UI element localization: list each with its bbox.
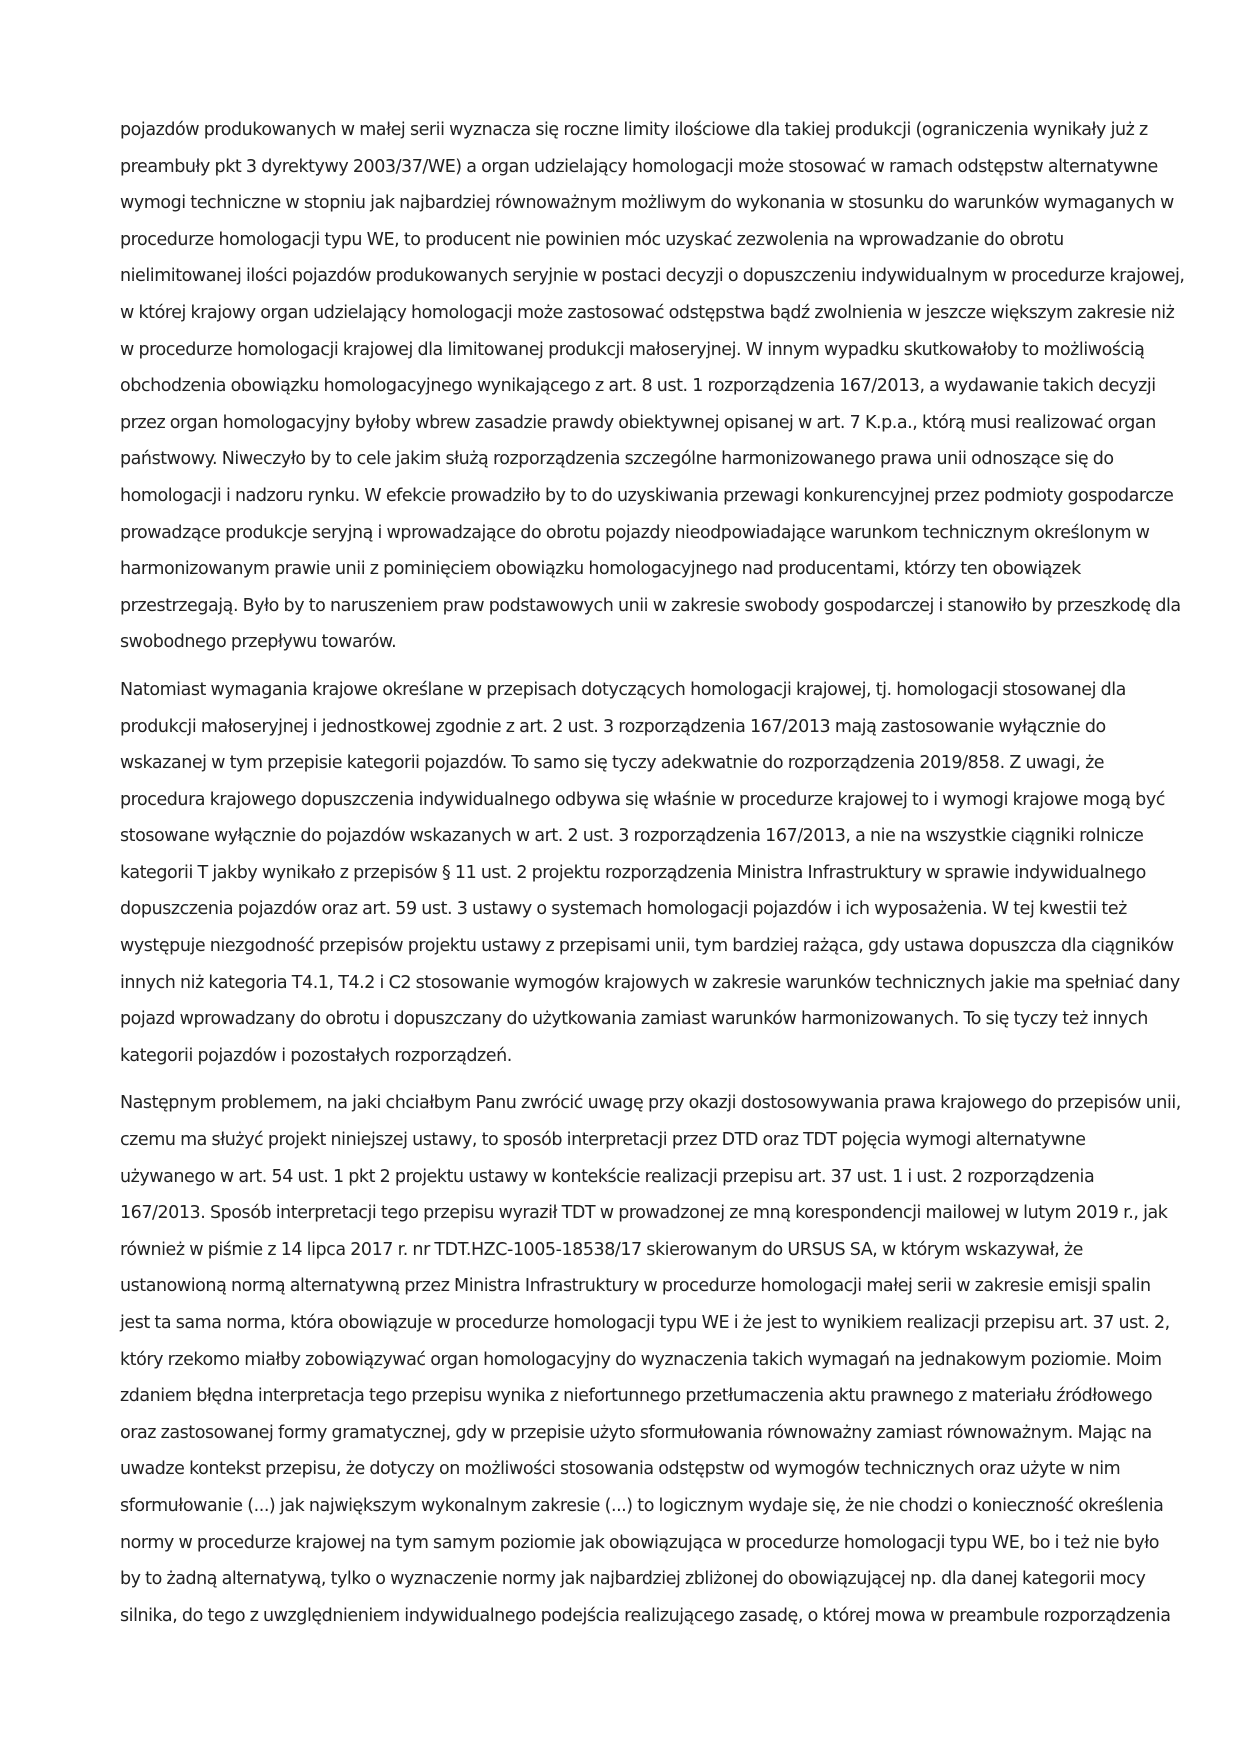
text-line: pojazdów produkowanych w małej serii wyznacza się roczne limity ilościowe dla takiej produkcji (ograniczenia wynikały już z [120, 120, 1148, 140]
text-line: 167/2013. Sposób interpretacji tego przepisu wyraził TDT w prowadzonej ze mną korespondencji mailowej w lutym 2019 r., jak [120, 1203, 1168, 1224]
text-line: używanego w art. 54 ust. 1 pkt 2 projektu ustawy w kontekście realizacji przepisu art. 37 ust. 1 i ust. 2 rozporządzenia [120, 1166, 1095, 1187]
text-line: kategorii T jakby wynikało z przepisów § 11 ust. 2 projektu rozporządzenia Ministra Infrastruktury w sprawie indywidualnego [120, 862, 1146, 883]
paragraph [120, 1085, 1181, 1634]
text-line: obchodzenia obowiązku homologacyjnego wynikającego z art. 8 ust. 1 rozporządzenia 167/2013, a wydawanie takich decyzji [120, 376, 1156, 397]
text-line: normy w procedurze krajowej na tym samym poziomie jak obowiązująca w procedurze homologacji typu WE, bo i też nie było [120, 1532, 1160, 1553]
text-line: przez organ homologacyjny byłoby wbrew zasadzie prawdy obiektywnej opisanej w art. 7 K.p.a., którą musi realizować organ [120, 412, 1156, 433]
text-line: wskazanej w tym przepisie kategorii pojazdów. To samo się tyczy adekwatnie do rozporządzenia 2019/858. Z uwagi, że [120, 753, 1105, 774]
text-line: uwadze kontekst przepisu, że dotyczy on możliwości stosowania odstępstw od wymogów technicznych oraz użyte w nim [120, 1459, 1121, 1480]
text-line: harmonizowanym prawie unii z pominięciem obowiązku homologacyjnego nad producentami, którzy ten obowiązek [120, 559, 1081, 580]
paragraph [120, 672, 1180, 1075]
text-line: przestrzegają. Było by to naruszeniem praw podstawowych unii w zakresie swobody gospodarczej i stanowiło by przeszkodę dla [120, 595, 1181, 616]
text-line: czemu ma służyć projekt niniejszej ustawy, to sposób interpretacji przez DTD oraz TDT pojęcia wymogi alternatywne [120, 1130, 1086, 1151]
text-line: państwowy. Niweczyło by to cele jakim służą rozporządzenia szczególne harmonizowanego prawa unii odnoszące się do [120, 449, 1114, 470]
text-line: sformułowanie (...) jak największym wykonalnym zakresie (...) to logicznym wydaje się, że nie chodzi o konieczność określenia [120, 1495, 1164, 1516]
text-line: który rzekomo miałby zobowiązywać organ homologacyjny do wyznaczenia takich wymagań na jednakowym poziomie. Moim [120, 1349, 1162, 1370]
text-line: procedura krajowego dopuszczenia indywidualnego odbywa się właśnie w procedurze krajowej to i wymogi krajowe mogą być [120, 789, 1165, 810]
text-line: Następnym problemem, na jaki chciałbym Panu zwrócić uwagę przy okazji dostosowywania prawa krajowego do przepisów unii, [120, 1093, 1181, 1114]
text-line: pojazd wprowadzany do obrotu i dopuszczany do użytkowania zamiast warunków harmonizowanych. To się tyczy też innych [120, 1009, 1148, 1030]
text-line: w której krajowy organ udzielający homologacji może zastosować odstępstwa bądź zwolnienia w jeszcze większym zakresie niż [120, 302, 1175, 323]
text-line: silnika, do tego z uwzględnieniem indywidualnego podejścia realizującego zasadę, o której mowa w preambule rozporządzenia [120, 1605, 1171, 1626]
document-page [120, 112, 1185, 1634]
paragraph [120, 112, 1185, 661]
text-line: preambuły pkt 3 dyrektywy 2003/37/WE) a organ udzielający homologacji może stosować w ramach odstępstw alternatywne [120, 156, 1158, 177]
text-line: kategorii pojazdów i pozostałych rozporządzeń. [120, 1045, 512, 1066]
text-line: swobodnego przepływu towarów. [120, 632, 397, 653]
text-line: innych niż kategoria T4.1, T4.2 i C2 stosowanie wymogów krajowych w zakresie warunków technicznych jakie ma spełniać dany [120, 972, 1180, 993]
text-line: prowadzące produkcje seryjną i wprowadzające do obrotu pojazdy nieodpowiadające warunkom technicznym określonym w [120, 522, 1150, 543]
text-line: by to żadną alternatywą, tylko o wyznaczenie normy jak najbardziej zbliżonej do obowiązującej np. dla danej kategorii mocy [120, 1569, 1146, 1590]
text-line: występuje niezgodność przepisów projektu ustawy z przepisami unii, tym bardziej rażąca, gdy ustawa dopuszcza dla ciągników [120, 936, 1174, 957]
text-line: zdaniem błędna interpretacja tego przepisu wynika z niefortunnego przetłumaczenia aktu prawnego z materiału źródłowego [120, 1386, 1153, 1407]
text-line: oraz zastosowanej formy gramatycznej, gdy w przepisie użyto sformułowania równoważny zamiast równoważnym. Mając na [120, 1422, 1152, 1443]
text-line: jest ta sama norma, która obowiązuje w procedurze homologacji typu WE i że jest to wynikiem realizacji przepisu art. 37 ust. 2, [120, 1313, 1170, 1333]
text-line: produkcji małoseryjnej i jednostkowej zgodnie z art. 2 ust. 3 rozporządzenia 167/2013 mają zastosowanie wyłącznie do [120, 716, 1106, 737]
text-line: homologacji i nadzoru rynku. W efekcie prowadziło by to do uzyskiwania przewagi konkurencyjnej przez podmioty gospodarcze [120, 485, 1174, 506]
text-line: stosowane wyłącznie do pojazdów wskazanych w art. 2 ust. 3 rozporządzenia 167/2013, a nie na wszystkie ciągniki rolnicze [120, 826, 1144, 847]
text-line: dopuszczenia pojazdów oraz art. 59 ust. 3 ustawy o systemach homologacji pojazdów i ich wyposażenia. W tej kwestii też [120, 899, 1127, 920]
text-line: w procedurze homologacji krajowej dla limitowanej produkcji małoseryjnej. W innym wypadku skutkowałoby to możliwością [120, 339, 1145, 360]
text-line: również w piśmie z 14 lipca 2017 r. nr TDT.HZC-1005-18538/17 skierowanym do URSUS SA, w którym wskazywał, że [120, 1239, 1083, 1260]
text-line: procedurze homologacji typu WE, to producent nie powinien móc uzyskać zezwolenia na wprowadzanie do obrotu [120, 229, 1064, 250]
text-line: wymogi techniczne w stopniu jak najbardziej równoważnym możliwym do wykonania w stosunku do warunków wymaganych w [120, 193, 1174, 214]
text-line: nielimitowanej ilości pojazdów produkowanych seryjnie w postaci decyzji o dopuszczeniu indywidualnym w procedurze krajowej, [120, 266, 1185, 287]
text-line: ustanowioną normą alternatywną przez Ministra Infrastruktury w procedurze homologacji małej serii w zakresie emisji spalin [120, 1276, 1151, 1297]
text-line: Natomiast wymagania krajowe określane w przepisach dotyczących homologacji krajowej, tj. homologacji stosowanej dla [120, 679, 1126, 700]
